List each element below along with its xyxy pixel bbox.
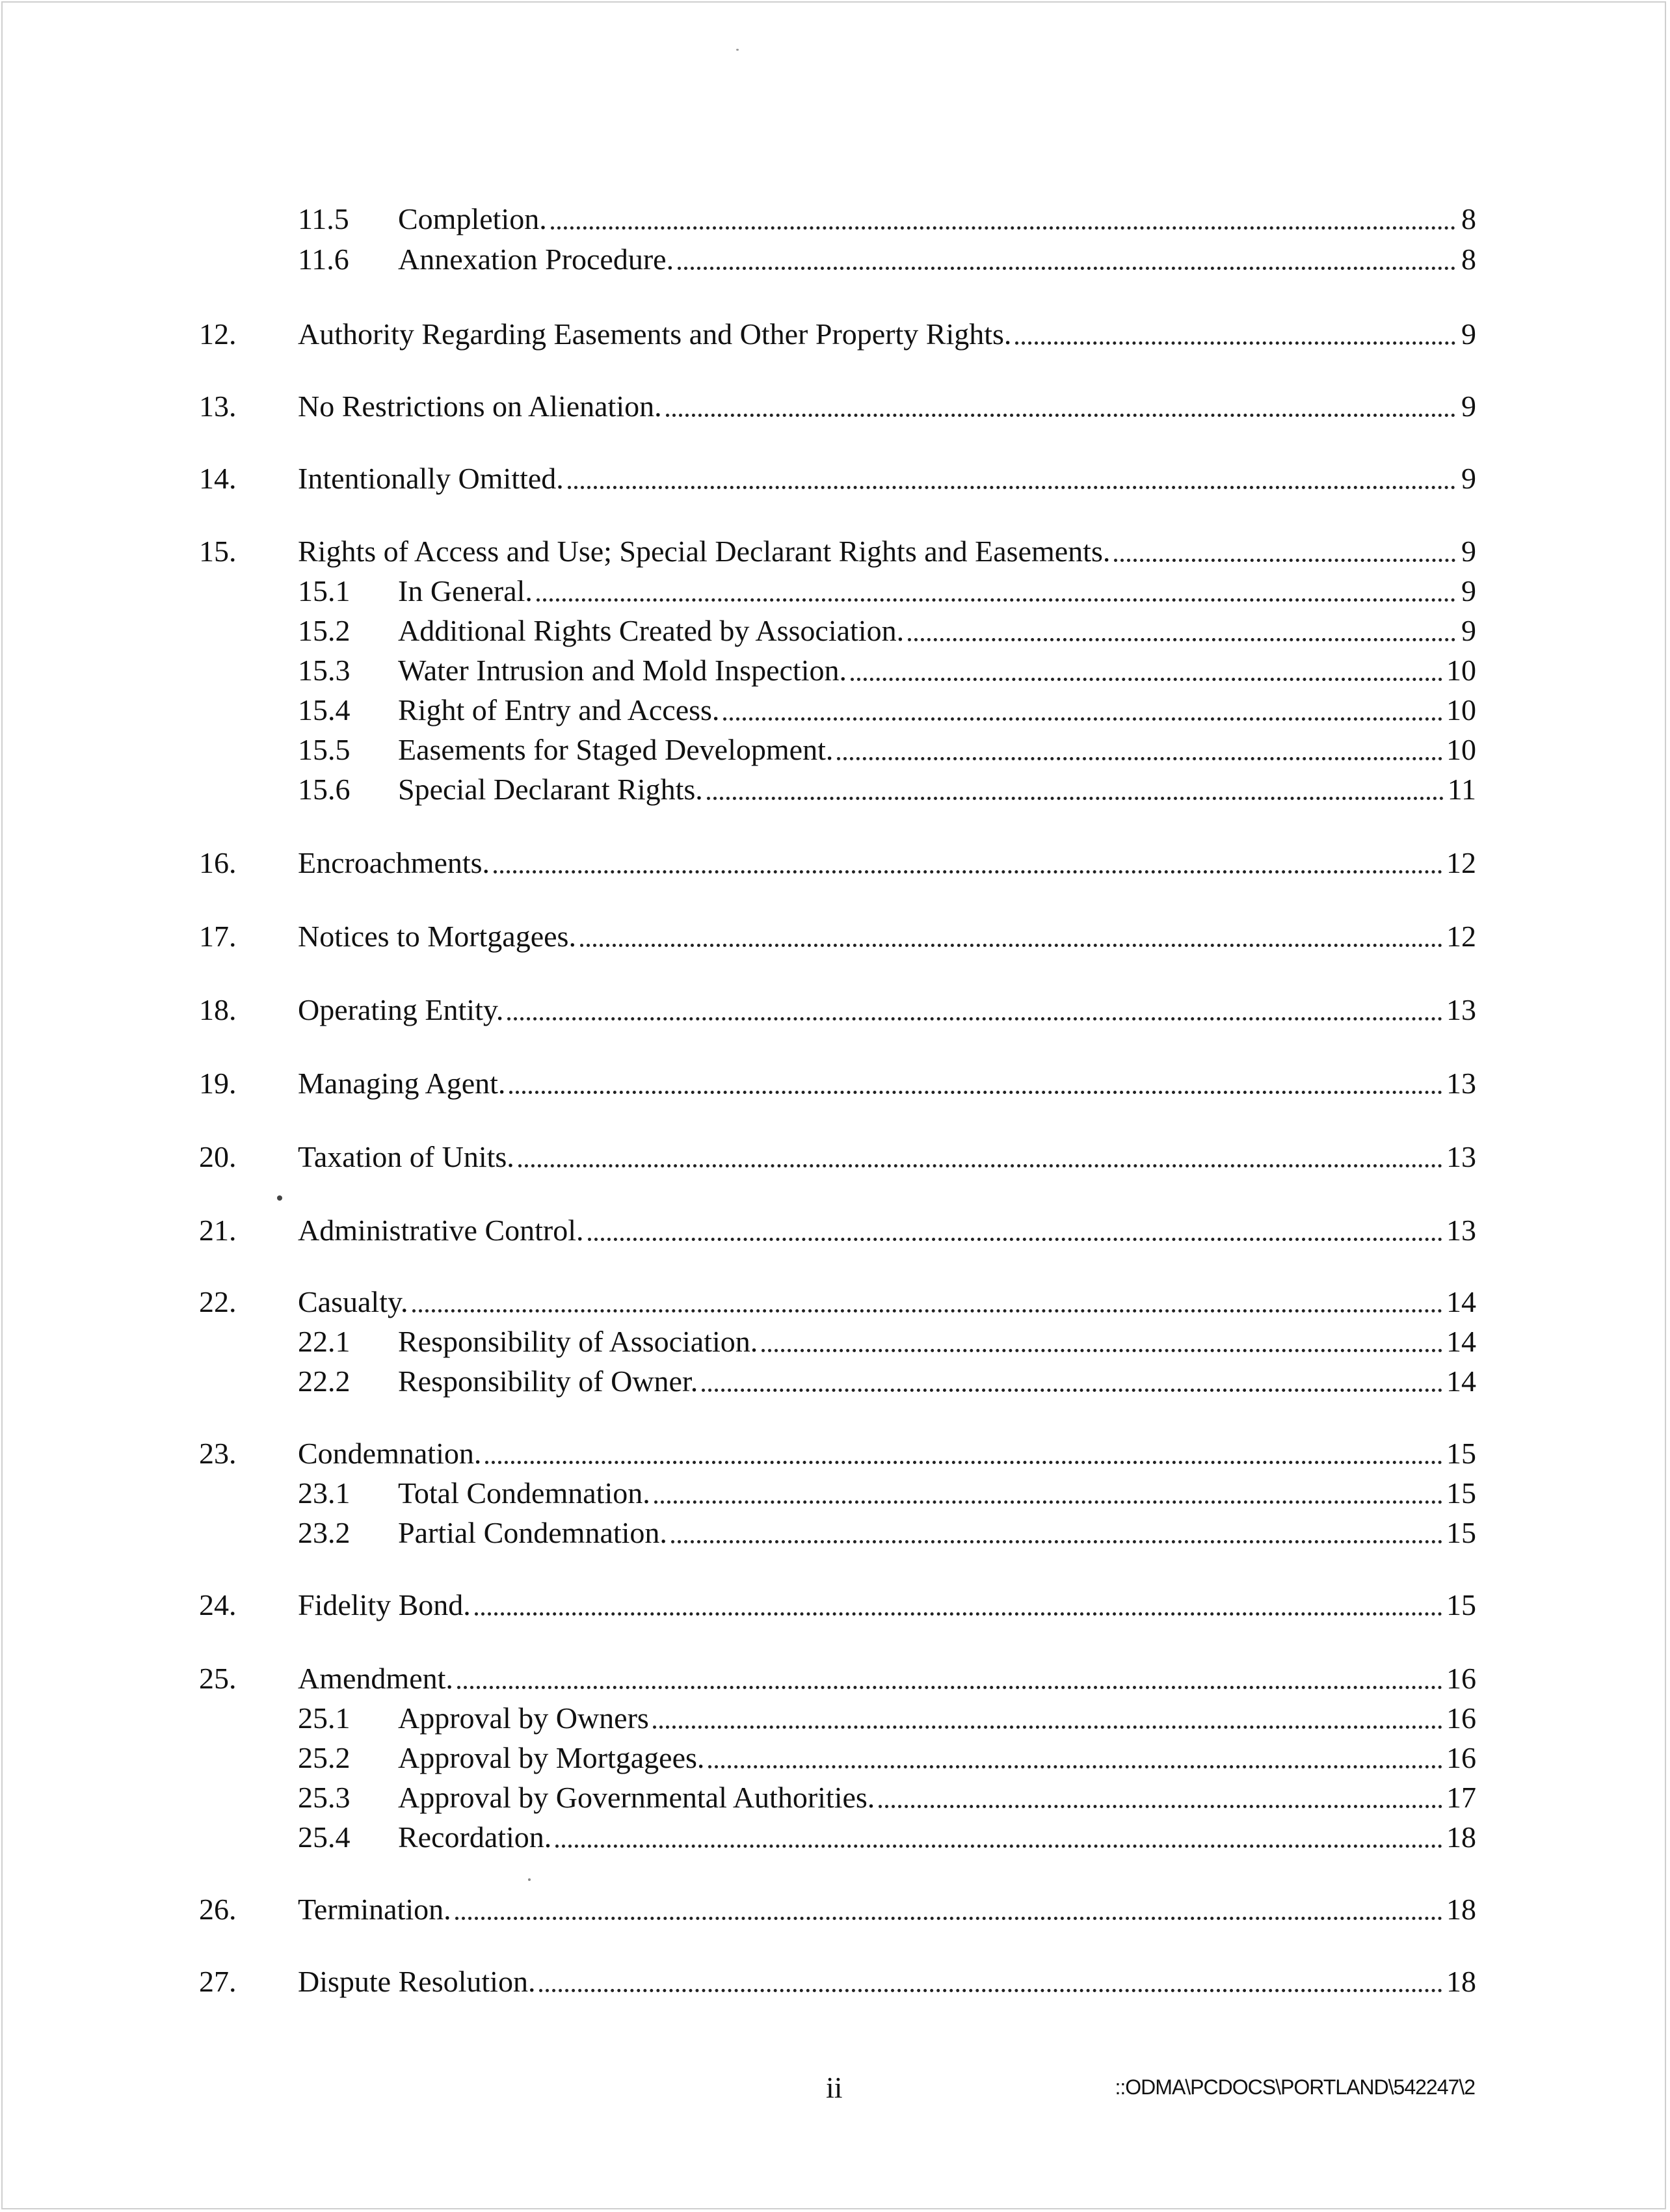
toc-number: 12. (199, 317, 237, 351)
toc-page-number: 15 (1446, 1476, 1476, 1510)
toc-page-number: 9 (1461, 462, 1476, 495)
dot-leader (555, 1819, 1442, 1849)
toc-title: Notices to Mortgagees. (298, 920, 576, 953)
toc-page-number: 16 (1446, 1701, 1476, 1735)
toc-title: Operating Entity. (298, 993, 504, 1026)
toc-page-number: 13 (1446, 993, 1476, 1026)
scan-speck (277, 1195, 282, 1201)
toc-number: 23.2 (298, 1516, 351, 1549)
dot-leader (537, 573, 1455, 603)
toc-entry[interactable] (199, 1211, 1476, 1250)
dot-leader (851, 652, 1442, 682)
toc-entry[interactable] (199, 1659, 1476, 1698)
toc-number: 15.6 (298, 773, 351, 806)
dot-leader (908, 613, 1455, 643)
toc-title: Recordation. (398, 1820, 552, 1854)
toc-entry[interactable] (199, 1890, 1476, 1929)
toc-page-number: 9 (1461, 317, 1476, 351)
toc-page-number: 9 (1461, 614, 1476, 647)
toc-title: Managing Agent. (298, 1067, 506, 1100)
toc-number: 14. (199, 462, 237, 495)
toc-entry[interactable] (199, 240, 1476, 279)
dot-leader (475, 1587, 1442, 1617)
toc-entry[interactable] (199, 1322, 1476, 1361)
toc-title: Total Condemnation. (398, 1476, 650, 1510)
toc-entry[interactable] (199, 1434, 1476, 1473)
dot-leader (666, 388, 1455, 418)
toc-entry[interactable] (199, 917, 1476, 956)
toc-number: 19. (199, 1067, 237, 1100)
toc-title: Responsibility of Association. (398, 1325, 758, 1358)
dot-leader (457, 1660, 1442, 1690)
toc-title: Fidelity Bond. (298, 1588, 471, 1621)
toc-page-number: 8 (1461, 202, 1476, 235)
dot-leader (509, 1065, 1442, 1095)
toc-page-number: 18 (1446, 1893, 1476, 1926)
toc-page-number: 16 (1446, 1741, 1476, 1774)
dot-leader (412, 1284, 1443, 1314)
toc-title: In General. (398, 574, 533, 607)
dot-leader (678, 241, 1455, 271)
toc-number: 17. (199, 920, 237, 953)
toc-number: 21. (199, 1214, 237, 1247)
dot-leader (551, 201, 1455, 231)
toc-entry[interactable] (199, 532, 1476, 571)
toc-number: 16. (199, 846, 237, 879)
toc-page-number: 12 (1446, 846, 1476, 879)
toc-number: 15. (199, 535, 237, 568)
toc-page-number: 13 (1446, 1140, 1476, 1173)
toc-title: Right of Entry and Access. (398, 693, 720, 726)
dot-leader (707, 771, 1444, 801)
toc-entry[interactable] (199, 1778, 1476, 1817)
toc-page-number: 13 (1446, 1214, 1476, 1247)
toc-title: Encroachments. (298, 846, 490, 879)
toc-title: Taxation of Units. (298, 1140, 514, 1173)
toc-entry[interactable] (199, 844, 1476, 883)
toc-number: 15.4 (298, 693, 351, 726)
toc-page-number: 8 (1461, 243, 1476, 276)
dot-leader (879, 1779, 1442, 1809)
toc-title: Approval by Owners (398, 1701, 649, 1735)
toc-entry[interactable] (199, 611, 1476, 650)
toc-number: 24. (199, 1588, 237, 1621)
footer-page-number: ii (826, 2071, 843, 2104)
toc-number: 15.5 (298, 733, 351, 766)
toc-title: Intentionally Omitted. (298, 462, 564, 495)
toc-number: 25.1 (298, 1701, 351, 1735)
dot-leader (1114, 533, 1455, 563)
toc-page-number: 18 (1446, 1965, 1476, 1998)
toc-title: Casualty. (298, 1285, 408, 1318)
dot-leader (723, 692, 1442, 722)
toc-number: 15.3 (298, 654, 351, 687)
toc-entry[interactable] (199, 691, 1476, 730)
toc-page-number: 10 (1446, 654, 1476, 687)
toc-entry[interactable] (199, 1064, 1476, 1103)
toc-entry[interactable] (199, 1283, 1476, 1322)
dot-leader (455, 1891, 1442, 1921)
toc-title: Annexation Procedure. (398, 243, 674, 276)
scan-speck (736, 49, 739, 51)
dot-leader (654, 1475, 1442, 1505)
toc-title: Easements for Staged Development. (398, 733, 834, 766)
toc-title: Approval by Governmental Authorities. (398, 1781, 875, 1814)
toc-page-number: 15 (1446, 1437, 1476, 1470)
toc-title: Rights of Access and Use; Special Declarant Rights and Easements. (298, 535, 1111, 568)
toc-title: Administrative Control. (298, 1214, 584, 1247)
toc-entry[interactable] (199, 572, 1476, 611)
toc-title: Condemnation. (298, 1437, 482, 1470)
toc-title: Amendment. (298, 1662, 453, 1695)
dot-leader (762, 1324, 1442, 1353)
toc-entry[interactable] (199, 1138, 1476, 1177)
toc-page-number: 14 (1446, 1365, 1476, 1398)
toc-page-number: 15 (1446, 1588, 1476, 1621)
toc-number: 22.1 (298, 1325, 351, 1358)
dot-leader (671, 1515, 1442, 1545)
dot-leader (653, 1700, 1442, 1730)
toc-entry[interactable] (199, 1362, 1476, 1401)
toc-title: Dispute Resolution. (298, 1965, 536, 1998)
dot-leader (485, 1435, 1442, 1465)
toc-page-number: 9 (1461, 574, 1476, 607)
toc-entry[interactable] (199, 651, 1476, 690)
toc-number: 13. (199, 390, 237, 423)
dot-leader (588, 1212, 1442, 1242)
toc-number: 22. (199, 1285, 237, 1318)
dot-leader (518, 1139, 1442, 1169)
toc-number: 26. (199, 1893, 237, 1926)
toc-number: 22.2 (298, 1365, 351, 1398)
toc-entry[interactable] (199, 200, 1476, 239)
toc-page-number: 17 (1446, 1781, 1476, 1814)
dot-leader (494, 845, 1442, 875)
toc-number: 23. (199, 1437, 237, 1470)
dot-leader (1015, 316, 1455, 346)
toc-title: Partial Condemnation. (398, 1516, 667, 1549)
toc-page-number: 12 (1446, 920, 1476, 953)
dot-leader (539, 1964, 1442, 1993)
toc-title: No Restrictions on Alienation. (298, 390, 662, 423)
toc-number: 23.1 (298, 1476, 351, 1510)
toc-entry[interactable] (199, 1699, 1476, 1738)
dot-leader (702, 1363, 1442, 1393)
toc-number: 11.6 (298, 243, 349, 276)
toc-entry[interactable] (199, 459, 1476, 498)
toc-entry[interactable] (199, 1818, 1476, 1857)
toc-entry[interactable] (199, 1962, 1476, 2001)
toc-title: Special Declarant Rights. (398, 773, 703, 806)
toc-page-number: 15 (1446, 1516, 1476, 1549)
toc-page-number: 13 (1446, 1067, 1476, 1100)
toc-entry[interactable] (199, 1513, 1476, 1552)
toc-title: Responsibility of Owner. (398, 1365, 698, 1398)
dot-leader (708, 1740, 1442, 1770)
toc-page-number: 14 (1446, 1325, 1476, 1358)
toc-title: Termination. (298, 1893, 451, 1926)
toc-entry[interactable] (199, 730, 1476, 769)
toc-number: 25.2 (298, 1741, 351, 1774)
dot-leader (568, 460, 1455, 490)
dot-leader (580, 918, 1442, 948)
toc-page-number: 10 (1446, 693, 1476, 726)
toc-entry[interactable] (199, 991, 1476, 1030)
toc-page-number: 14 (1446, 1285, 1476, 1318)
toc-title: Authority Regarding Easements and Other Property Rights. (298, 317, 1012, 351)
toc-number: 20. (199, 1140, 237, 1173)
toc-number: 11.5 (298, 202, 349, 235)
toc-page-number: 16 (1446, 1662, 1476, 1695)
toc-entry[interactable] (199, 1474, 1476, 1513)
toc-title: Additional Rights Created by Association. (398, 614, 905, 647)
toc-entry[interactable] (199, 1739, 1476, 1778)
toc-number: 27. (199, 1965, 237, 1998)
toc-page-number: 11 (1447, 773, 1476, 806)
toc-title: Water Intrusion and Mold Inspection. (398, 654, 847, 687)
toc-page-number: 9 (1461, 390, 1476, 423)
toc-entry[interactable] (199, 387, 1476, 426)
dot-leader (837, 732, 1442, 762)
toc-entry[interactable] (199, 1586, 1476, 1625)
toc-entry[interactable] (199, 315, 1476, 354)
toc-entry[interactable] (199, 770, 1476, 809)
toc-number: 25.3 (298, 1781, 351, 1814)
scan-speck (528, 1878, 531, 1881)
toc-title: Approval by Mortgagees. (398, 1741, 705, 1774)
toc-number: 15.2 (298, 614, 351, 647)
toc-number: 18. (199, 993, 237, 1026)
footer-document-path: ::ODMA\PCDOCS\PORTLAND\542247\2 (1115, 2075, 1475, 2099)
toc-page-number: 9 (1461, 535, 1476, 568)
toc-number: 25. (199, 1662, 237, 1695)
toc-title: Completion. (398, 202, 547, 235)
toc-number: 15.1 (298, 574, 351, 607)
toc-page-number: 18 (1446, 1820, 1476, 1854)
toc-page-number: 10 (1446, 733, 1476, 766)
dot-leader (507, 992, 1442, 1022)
toc-number: 25.4 (298, 1820, 351, 1854)
